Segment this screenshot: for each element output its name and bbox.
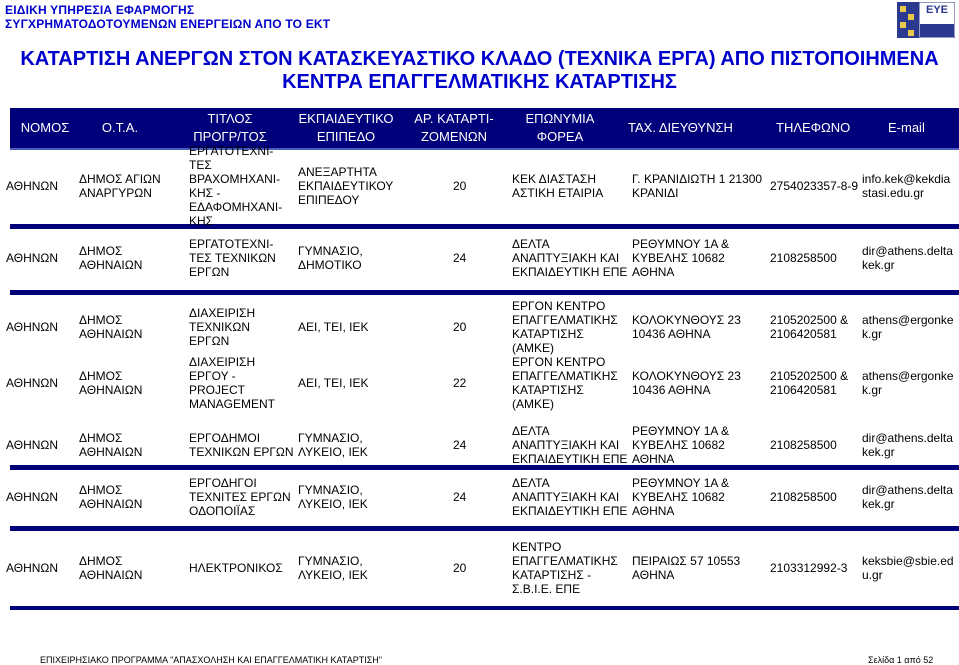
eye-logo-text: ΕΥΕ — [926, 4, 949, 16]
cell-nomos-line: ΑΘΗΝΩΝ — [6, 490, 59, 504]
cell-ar-line: 22 — [453, 376, 467, 390]
cell-titlos — [189, 144, 282, 228]
page-title-line1: ΚΑΤΑΡΤΙΣΗ ΑΝΕΡΓΩΝ ΣΤΟΝ ΚΑΤΑΣΚΕΥΑΣΤΙΚΟ ΚΛΑΔΟ (ΤΕΧΝΙΚΑ ΕΡΓΑ) ΑΠΟ ΠΙΣΤΟΠΟΙΗΜΕΝΑ — [20, 48, 939, 70]
cell-titlos-line: ΚΗΣ — [189, 214, 214, 228]
row-separator — [10, 606, 959, 610]
cell-ota — [79, 244, 142, 272]
cell-foreas — [512, 476, 627, 518]
cell-address-line: ΚΥΒΕΛΗΣ 10682 — [632, 490, 725, 504]
cell-foreas-line: ΚΕΚ ΔΙΑΣΤΑΣΗ — [512, 172, 596, 186]
cell-nomos-line: ΑΘΗΝΩΝ — [6, 438, 59, 452]
cell-ekp-line: ΛΥΚΕΙΟ, ΙΕΚ — [298, 497, 368, 511]
cell-foreas-line: (ΑΜΚΕ) — [512, 397, 554, 411]
cell-address — [632, 554, 740, 582]
cell-ar — [453, 179, 466, 193]
cell-ekp-line: ΓΥΜΝΑΣΙΟ, — [298, 554, 363, 568]
cell-ota-line: ΔΗΜΟΣ — [79, 244, 123, 258]
cell-titlos-line: ΕΡΓΩΝ — [189, 334, 230, 348]
cell-phone — [770, 251, 837, 265]
cell-foreas — [512, 299, 618, 355]
cell-nomos — [6, 320, 58, 334]
cell-ar-line: 20 — [453, 179, 467, 193]
cell-titlos-line: ΔΙΑΧΕΙΡΙΣΗ — [189, 306, 256, 320]
cell-phone — [770, 438, 837, 452]
col-address: ΤΑΧ. ΔΙΕΥΘΥΝΣΗ — [628, 120, 733, 135]
cell-foreas-line: ΕΠΑΓΓΕΛΜΑΤΙΚΗΣ — [512, 369, 618, 383]
cell-ota — [79, 172, 161, 200]
cell-address-line: ΡΕΘΥΜΝΟΥ 1Α & — [632, 424, 730, 438]
col-ar-1: ΑΡ. ΚΑΤΑΡΤΙ- — [414, 111, 494, 126]
agency-name-line1: ΕΙΔΙΚΗ ΥΠΗΡΕΣΙΑ ΕΦΑΡΜΟΓΗΣ — [5, 3, 195, 17]
cell-phone-line: 2754023357-8-9 — [770, 179, 859, 193]
cell-titlos-line: ΚΗΣ - — [189, 186, 221, 200]
col-email: E-mail — [888, 120, 925, 135]
cell-ota — [79, 483, 142, 511]
cell-ota-line: ΑΘΗΝΑΙΩΝ — [79, 497, 143, 511]
cell-foreas-line: ΑΝΑΠΤΥΞΙΑΚΗ ΚΑΙ — [512, 438, 620, 452]
footer-program: ΕΠΙΧΕΙΡΗΣΙΑΚΟ ΠΡΟΓΡΑΜΜΑ "ΑΠΑΣΧΟΛΗΣΗ ΚΑΙ ΕΠΑΓΓΕΛΜΑΤΙΚΗ ΚΑΤΑΡΤΙΣΗ" — [40, 655, 382, 665]
cell-titlos-line: PROJECT — [189, 383, 246, 397]
cell-ar — [453, 320, 466, 334]
cell-email — [862, 172, 950, 200]
cell-foreas-line: ΕΠΑΓΓΕΛΜΑΤΙΚΗΣ — [512, 313, 618, 327]
cell-phone — [770, 179, 858, 193]
cell-foreas-line: ΕΠΑΓΓΕΛΜΑΤΙΚΗΣ — [512, 554, 618, 568]
cell-ota-line: ΑΘΗΝΑΙΩΝ — [79, 258, 143, 272]
col-foreas-1: ΕΠΩΝΥΜΙΑ — [525, 111, 595, 126]
cell-phone-line: 2108258500 — [770, 251, 837, 265]
cell-phone-line: 2108258500 — [770, 490, 837, 504]
cell-phone-line: 2105202500 & — [770, 369, 849, 383]
cell-ekp-line: ΕΚΠΑΙΔΕΥΤΙΚΟΥ — [298, 179, 394, 193]
cell-email-line: dir@athens.delta — [862, 431, 953, 445]
cell-phone — [770, 369, 848, 397]
col-ekp-2: ΕΠΙΠΕΔΟ — [316, 129, 376, 144]
cell-ar-line: 24 — [453, 490, 467, 504]
cell-address-line: ΚΟΛΟΚΥΝΘΟΥΣ 23 — [632, 369, 741, 383]
cell-nomos — [6, 376, 58, 390]
cell-ar-line: 20 — [453, 320, 467, 334]
cell-address-line: 10436 ΑΘΗΝΑ — [632, 383, 711, 397]
cell-email-line: k.gr — [862, 383, 883, 397]
cell-ota — [79, 554, 142, 582]
cell-ekp-line: ΛΥΚΕΙΟ, ΙΕΚ — [298, 568, 368, 582]
cell-ekp-line: ΕΠΙΠΕΔΟΥ — [298, 193, 360, 207]
cell-nomos-line: ΑΘΗΝΩΝ — [6, 320, 59, 334]
cell-titlos — [189, 237, 276, 279]
cell-titlos-line: ΤΕΧΝΙΤΕΣ ΕΡΓΩΝ — [189, 490, 291, 504]
cell-foreas-line: Σ.Β.Ι.Ε. ΕΠΕ — [512, 582, 581, 596]
cell-foreas — [512, 424, 627, 466]
cell-ekp-line: ΓΥΜΝΑΣΙΟ, — [298, 431, 363, 445]
cell-ota-line: ΑΝΑΡΓΥΡΩΝ — [79, 186, 152, 200]
cell-address-line: ΑΘΗΝΑ — [632, 265, 675, 279]
col-phone: ΤΗΛΕΦΩΝΟ — [776, 120, 851, 135]
cell-nomos — [6, 438, 58, 452]
cell-ekp-line: ΑΕΙ, ΤΕΙ, ΙΕΚ — [298, 376, 369, 390]
cell-address — [632, 313, 741, 341]
cell-address — [632, 172, 762, 200]
cell-titlos-line: ΕΡΓΑΤΟΤΕΧΝΙ- — [189, 144, 274, 158]
cell-ota-line: ΔΗΜΟΣ — [79, 431, 123, 445]
cell-foreas-line: ΔΕΛΤΑ — [512, 424, 550, 438]
cell-ota-line: ΔΗΜΟΣ ΑΓΙΩΝ — [79, 172, 161, 186]
cell-address-line: ΑΘΗΝΑ — [632, 452, 675, 466]
cell-foreas-line: ΚΑΤΑΡΤΙΣΗΣ - — [512, 568, 592, 582]
cell-foreas-line: ΕΚΠΑΙΔΕΥΤΙΚΗ ΕΠΕ — [512, 265, 628, 279]
cell-ar — [453, 561, 466, 575]
row-separator — [10, 526, 959, 531]
cell-titlos-line: ΟΔΟΠΟΙΪΑΣ — [189, 504, 256, 518]
cell-ekp-line: ΓΥΜΝΑΣΙΟ, — [298, 483, 363, 497]
cell-titlos — [189, 306, 255, 348]
cell-email — [862, 313, 954, 341]
cell-foreas-line: ΔΕΛΤΑ — [512, 476, 550, 490]
cell-address-line: Γ. ΚΡΑΝΙΔΙΩΤΗ 1 21300 — [632, 172, 763, 186]
cell-phone-line: 2106420581 — [770, 383, 837, 397]
cell-ar-line: 24 — [453, 438, 467, 452]
cell-address-line: ΚΥΒΕΛΗΣ 10682 — [632, 251, 725, 265]
cell-phone — [770, 313, 848, 341]
cell-address-line: ΡΕΘΥΜΝΟΥ 1Α & — [632, 476, 730, 490]
cell-nomos-line: ΑΘΗΝΩΝ — [6, 251, 59, 265]
cell-phone-line: 2106420581 — [770, 327, 837, 341]
cell-email-line: kek.gr — [862, 258, 895, 272]
cell-address — [632, 237, 729, 279]
cell-ar — [453, 438, 466, 452]
cell-phone-line: 2108258500 — [770, 438, 837, 452]
cell-address-line: ΚΥΒΕΛΗΣ 10682 — [632, 438, 725, 452]
cell-email — [862, 244, 953, 272]
col-nomos: ΝΟΜΟΣ — [20, 120, 70, 135]
cell-address-line: ΑΘΗΝΑ — [632, 504, 675, 518]
footer-page-number: Σελίδα 1 από 52 — [868, 655, 934, 665]
cell-foreas-line: ΚΑΤΑΡΤΙΣΗΣ — [512, 383, 584, 397]
cell-email-line: dir@athens.delta — [862, 483, 953, 497]
row-separator — [10, 465, 959, 470]
cell-foreas-line: ΔΕΛΤΑ — [512, 237, 550, 251]
cell-ekp-line: ΑΝΕΞΑΡΤΗΤΑ — [298, 165, 377, 179]
cell-ar — [453, 490, 466, 504]
cell-ar-line: 20 — [453, 561, 467, 575]
cell-ekp — [298, 431, 368, 459]
cell-phone-line: 2105202500 & — [770, 313, 849, 327]
cell-ekp-line: ΓΥΜΝΑΣΙΟ, — [298, 244, 363, 258]
col-ota: Ο.Τ.Α. — [101, 120, 139, 135]
cell-nomos-line: ΑΘΗΝΩΝ — [6, 376, 59, 390]
cell-phone — [770, 561, 847, 575]
cell-phone — [770, 490, 837, 504]
cell-foreas-line: ΚΑΤΑΡΤΙΣΗΣ — [512, 327, 584, 341]
cell-nomos — [6, 251, 58, 265]
cell-email-line: dir@athens.delta — [862, 244, 953, 258]
cell-ar — [453, 251, 466, 265]
cell-address-line: ΚΟΛΟΚΥΝΘΟΥΣ 23 — [632, 313, 741, 327]
cell-titlos-line: ΤΕΣ — [189, 158, 212, 172]
cell-titlos — [189, 355, 275, 411]
cell-nomos-line: ΑΘΗΝΩΝ — [6, 561, 59, 575]
cell-ota-line: ΑΘΗΝΑΙΩΝ — [79, 445, 143, 459]
row-separator — [10, 224, 959, 229]
cell-foreas-line: ΕΡΓΟΝ ΚΕΝΤΡΟ — [512, 299, 606, 313]
col-ar-2: ΖΟΜΕΝΩΝ — [420, 129, 488, 144]
cell-ota-line: ΔΗΜΟΣ — [79, 369, 123, 383]
cell-ekp — [298, 165, 393, 207]
agency-name-line2: ΣΥΓΧΡΗΜΑΤΟΔΟΤΟΥΜΕΝΩΝ ΕΝΕΡΓΕΙΩΝ ΑΠΟ ΤΟ ΕΚΤ — [5, 17, 331, 31]
cell-foreas — [512, 237, 627, 279]
cell-titlos-line: MANAGEMENT — [189, 397, 276, 411]
cell-titlos-line: ΒΡΑΧΟΜΗΧΑΝΙ- — [189, 172, 281, 186]
cell-foreas-line: ΕΡΓΟΝ ΚΕΝΤΡΟ — [512, 355, 606, 369]
cell-nomos-line: ΑΘΗΝΩΝ — [6, 179, 59, 193]
cell-ekp-line: ΔΗΜΟΤΙΚΟ — [298, 258, 362, 272]
cell-address-line: ΚΡΑΝΙΔΙ — [632, 186, 679, 200]
cell-email-line: stasi.edu.gr — [862, 186, 925, 200]
cell-titlos-line: ΗΛΕΚΤΡΟΝΙΚΟΣ — [189, 561, 283, 575]
cell-nomos — [6, 179, 58, 193]
cell-titlos-line: ΕΡΓΩΝ — [189, 265, 230, 279]
cell-titlos-line: ΕΡΓΟΔΗΜΟΙ — [189, 431, 261, 445]
cell-phone-line: 2103312992-3 — [770, 561, 848, 575]
cell-email-line: info.kek@kekdia — [862, 172, 951, 186]
cell-ota-line: ΔΗΜΟΣ — [79, 313, 123, 327]
cell-address — [632, 476, 729, 518]
cell-ota — [79, 431, 142, 459]
cell-ota — [79, 313, 142, 341]
cell-foreas-line: ΑΣΤΙΚΗ ΕΤΑΙΡΙΑ — [512, 186, 604, 200]
cell-foreas — [512, 172, 603, 200]
cell-foreas-line: ΕΚΠΑΙΔΕΥΤΙΚΗ ΕΠΕ — [512, 504, 628, 518]
cell-ota-line: ΑΘΗΝΑΙΩΝ — [79, 383, 143, 397]
cell-foreas — [512, 355, 618, 411]
col-titlos-1: ΤΙΤΛΟΣ — [207, 111, 253, 126]
header-divider — [10, 148, 959, 150]
cell-email — [862, 431, 953, 459]
cell-email-line: athens@ergonke — [862, 369, 954, 383]
cell-ekp — [298, 554, 368, 582]
cell-email-line: kek.gr — [862, 497, 895, 511]
col-titlos-2: ΠΡΟΓΡ/ΤΟΣ — [193, 129, 267, 144]
row-separator — [10, 290, 959, 295]
cell-ota-line: ΔΗΜΟΣ — [79, 554, 123, 568]
cell-ota-line: ΔΗΜΟΣ — [79, 483, 123, 497]
cell-titlos-line: ΤΕΧΝΙΚΩΝ — [189, 320, 250, 334]
cell-email-line: athens@ergonke — [862, 313, 954, 327]
cell-titlos-line: ΕΡΓΟΥ - — [189, 369, 236, 383]
cell-email — [862, 369, 954, 397]
cell-titlos-line: ΔΙΑΧΕΙΡΙΣΗ — [189, 355, 256, 369]
cell-nomos — [6, 490, 58, 504]
cell-foreas-line: ΕΚΠΑΙΔΕΥΤΙΚΗ ΕΠΕ — [512, 452, 628, 466]
cell-ota-line: ΑΘΗΝΑΙΩΝ — [79, 327, 143, 341]
cell-foreas-line: ΚΕΝΤΡΟ — [512, 540, 562, 554]
cell-ekp-line: ΛΥΚΕΙΟ, ΙΕΚ — [298, 445, 368, 459]
cell-ota — [79, 369, 142, 397]
cell-address-line: ΑΘΗΝΑ — [632, 568, 675, 582]
cell-email-line: kek.gr — [862, 445, 895, 459]
cell-ekp — [298, 376, 368, 390]
cell-address — [632, 424, 729, 466]
cell-titlos — [189, 561, 283, 575]
cell-foreas — [512, 540, 618, 596]
cell-nomos — [6, 561, 58, 575]
cell-titlos — [189, 476, 291, 518]
cell-foreas-line: ΑΝΑΠΤΥΞΙΑΚΗ ΚΑΙ — [512, 490, 620, 504]
cell-email-line: u.gr — [862, 568, 883, 582]
cell-titlos-line: ΤΕΧΝΙΚΩΝ ΕΡΓΩΝ — [189, 445, 294, 459]
cell-ota-line: ΑΘΗΝΑΙΩΝ — [79, 568, 143, 582]
cell-ekp — [298, 320, 368, 334]
cell-ar — [453, 376, 466, 390]
cell-foreas-line: (ΑΜΚΕ) — [512, 341, 554, 355]
cell-titlos-line: ΤΕΣ ΤΕΧΝΙΚΩΝ — [189, 251, 276, 265]
cell-address — [632, 369, 741, 397]
cell-email-line: k.gr — [862, 327, 883, 341]
cell-email — [862, 483, 953, 511]
cell-titlos-line: ΕΔΑΦΟΜΗΧΑΝΙ- — [189, 200, 283, 214]
col-ekp-1: ΕΚΠΑΙΔΕΥΤΙΚΟ — [298, 111, 394, 126]
cell-address-line: ΠΕΙΡΑΙΩΣ 57 10553 — [632, 554, 741, 568]
cell-titlos-line: ΕΡΓΟΔΗΓΟΙ — [189, 476, 257, 490]
page-title-line2: ΚΕΝΤΡΑ ΕΠΑΓΓΕΛΜΑΤΙΚΗΣ ΚΑΤΑΡΤΙΣΗΣ — [282, 71, 677, 93]
cell-address-line: 10436 ΑΘΗΝΑ — [632, 327, 711, 341]
cell-ekp — [298, 483, 368, 511]
cell-titlos — [189, 431, 294, 459]
cell-ekp — [298, 244, 363, 272]
cell-ekp-line: ΑΕΙ, ΤΕΙ, ΙΕΚ — [298, 320, 369, 334]
cell-email-line: keksbie@sbie.ed — [862, 554, 954, 568]
cell-email — [862, 554, 954, 582]
cell-address-line: ΡΕΘΥΜΝΟΥ 1Α & — [632, 237, 730, 251]
cell-titlos-line: ΕΡΓΑΤΟΤΕΧΝΙ- — [189, 237, 274, 251]
cell-foreas-line: ΑΝΑΠΤΥΞΙΑΚΗ ΚΑΙ — [512, 251, 620, 265]
cell-ar-line: 24 — [453, 251, 467, 265]
col-foreas-2: ΦΟΡΕΑ — [536, 129, 584, 144]
